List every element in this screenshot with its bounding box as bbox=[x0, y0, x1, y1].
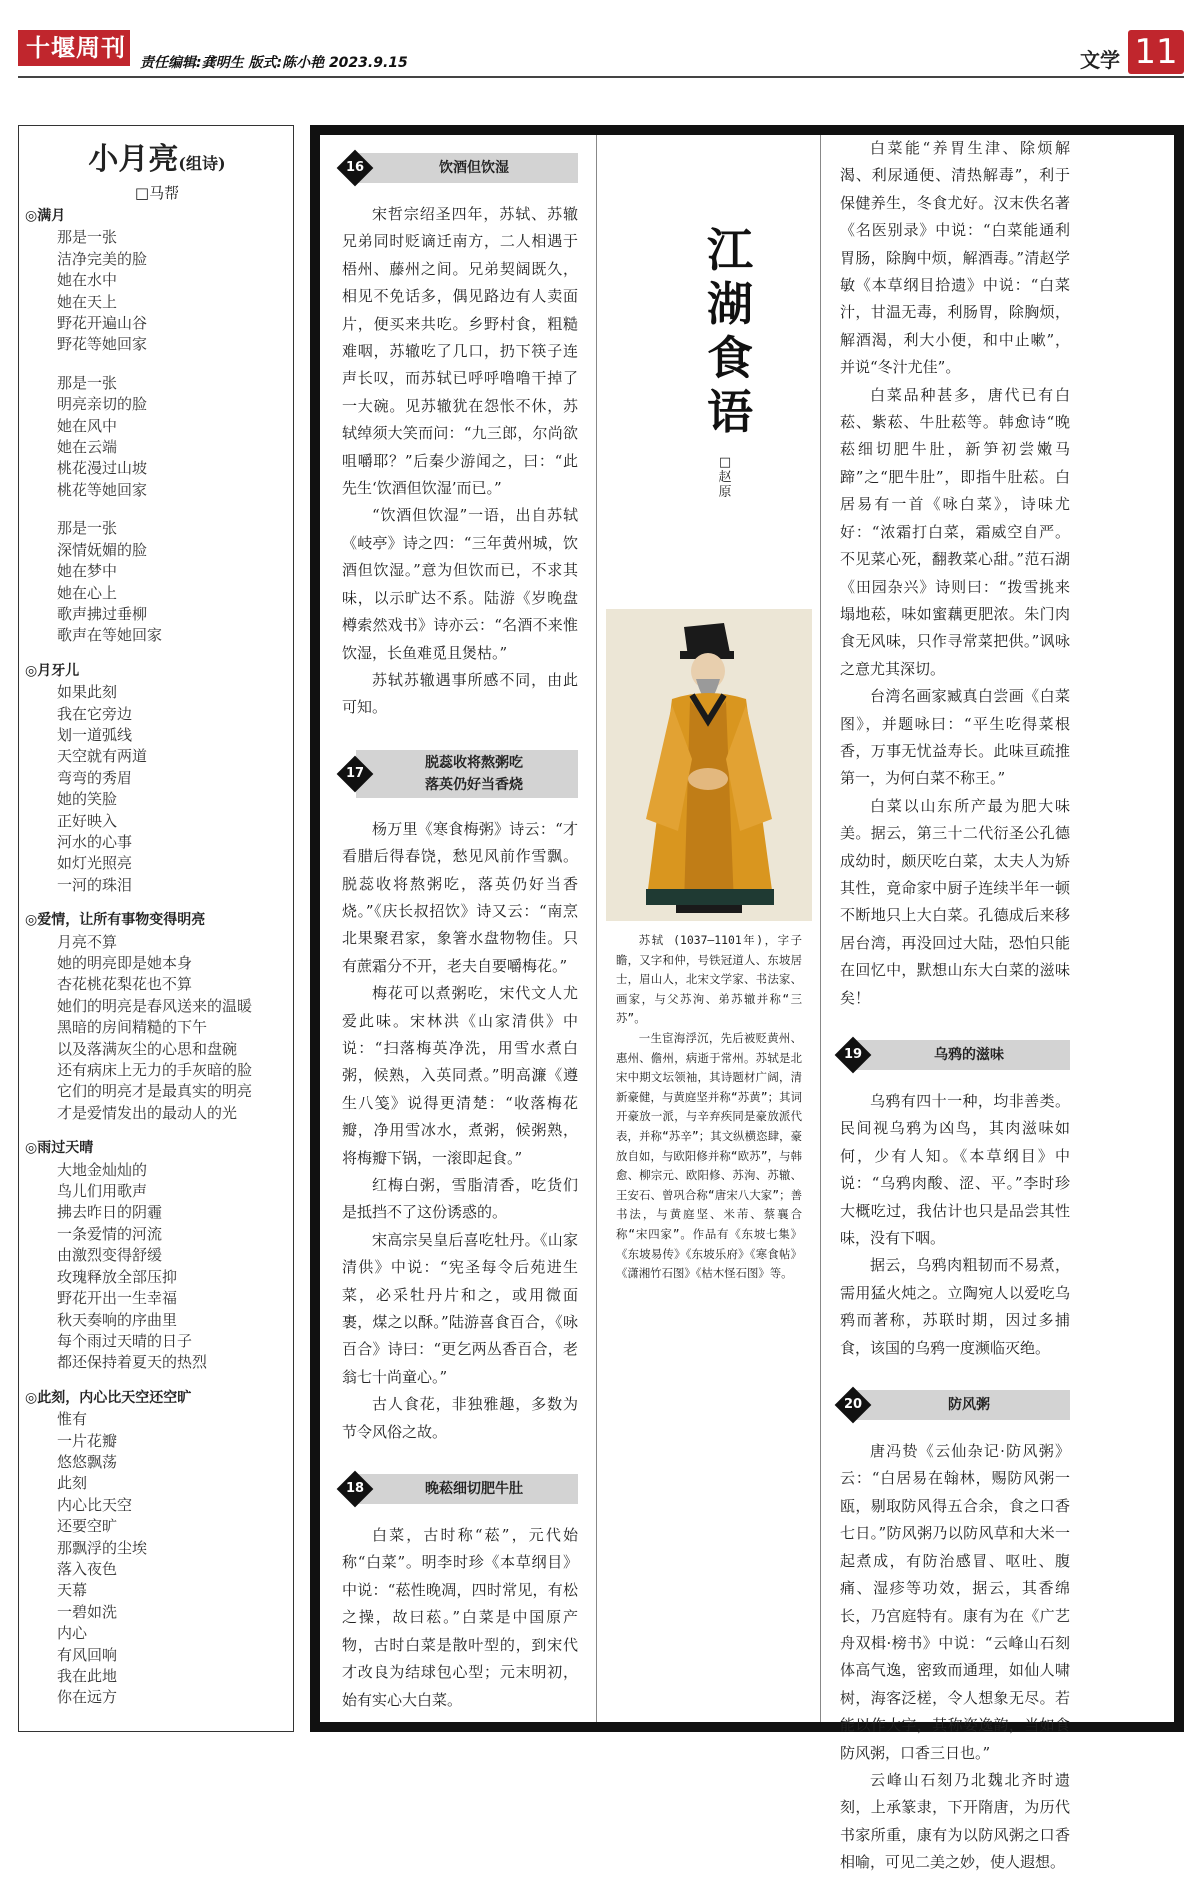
poem-line: 落入夜色 bbox=[57, 1559, 118, 1578]
poem-line: 那是一张 bbox=[57, 519, 118, 538]
poem-line: 弯弯的秀眉 bbox=[57, 768, 133, 787]
section-number-badge bbox=[337, 755, 374, 792]
poem-title bbox=[19, 134, 295, 178]
section-number-badge bbox=[835, 1387, 872, 1424]
poem-title-text: 小月亮 bbox=[88, 142, 179, 177]
masthead-logo-text: 十堰周刊 bbox=[26, 34, 126, 62]
spacer bbox=[342, 722, 578, 750]
article-paragraph: 白菜以山东所产最为肥大味美。据云，第三十二代衍圣公孔德成幼时，颇厌吃白菜，太夫人为矫其性，竟命家中厨子连续半年一顿不断地只上大白菜。孔德成后来移居台湾，再没回过大陆，恐怕只能在回忆中，默想山东大白菜的滋味矣！ bbox=[840, 796, 1070, 1007]
poem-line: 桃花等她回家 bbox=[57, 480, 148, 499]
poem-line: 正好映入 bbox=[57, 811, 118, 830]
spacer bbox=[840, 1362, 1070, 1390]
article-paragraph: 乌鸦有四十一种，均非善类。民间视乌鸦为凶鸟，其肉滋味如何，少有人知。《本草纲目》中说：“乌鸦肉酸、涩、平。”李时珍大概吃过，我估计也只是品尝其性味，没有下咽。 bbox=[840, 1092, 1070, 1248]
article-paragraph: 梅花可以煮粥吃，宋代文人尤爱此味。宋林洪《山家清供》中说：“扫落梅英净洗，用雪水煮白粥，候熟，入英同煮。”明高濂《遵生八笺》说得更清楚：“收落梅花瓣，净用雪冰水，煮粥，候粥熟，将梅瓣下锅，一滚即起食。” bbox=[342, 984, 578, 1167]
poem-line: 鸟儿们用歌声 bbox=[57, 1182, 148, 1201]
spacer bbox=[840, 1420, 1070, 1438]
poem-line: 它们的明亮才是最真实的明亮 bbox=[57, 1082, 253, 1101]
masthead-logo bbox=[18, 30, 130, 66]
poem-line: 河水的心事 bbox=[57, 832, 133, 851]
column-divider bbox=[596, 135, 597, 1722]
poem-line: 她在梦中 bbox=[57, 562, 118, 581]
poem-line: 歌声拂过垂柳 bbox=[57, 604, 148, 623]
su-shi-portrait bbox=[606, 609, 812, 921]
poem-line: 她在云端 bbox=[57, 438, 118, 457]
poem-line: 那是一张 bbox=[57, 228, 118, 247]
article-paragraph: 唐冯贽《云仙杂记·防风粥》云：“白居易在翰林，赐防风粥一瓯，剔取防风得五合余，食之口香七日。”防风粥乃以防风草和大米一起煮成，有防治感冒、呕吐、腹痛、湿疹等功效，据云，其香绵长，乃宫庭特有。康有为在《广艺舟双楫·榜书》中说：“云峰山石刻体高气逸，密致而通理，如仙人啸树，海客泛槎，令人想象无尽。若能以作大字，其称姿逸韵，当如食防风粥，口香三日也。” bbox=[840, 1442, 1070, 1762]
poem-line: 内心比天空 bbox=[57, 1495, 133, 1514]
poem-title-suffix: (组诗) bbox=[178, 154, 226, 173]
poem-line: 她的笑脸 bbox=[57, 790, 118, 809]
spacer bbox=[342, 183, 578, 201]
feature-title: 江湖食语 bbox=[707, 223, 753, 439]
poem-line: 秋天奏响的序曲里 bbox=[57, 1310, 178, 1329]
column-divider bbox=[820, 135, 821, 1722]
poem-line: 杏花桃花梨花也不算 bbox=[57, 975, 193, 994]
section-subhead bbox=[840, 1040, 1070, 1070]
poem-line: 你在远方 bbox=[57, 1688, 118, 1707]
section-subhead bbox=[342, 750, 578, 798]
spacer bbox=[342, 1504, 578, 1522]
article-paragraph: 红梅白粥，雪脂清香，吃货们是抵挡不了这份诱惑的。 bbox=[342, 1176, 578, 1222]
poem-line: 桃花漫过山坡 bbox=[57, 459, 148, 478]
poem-line: 她在水中 bbox=[57, 271, 118, 290]
poem-section-heading: ◎爱情，让所有事物变得明亮 bbox=[25, 912, 206, 929]
poem-line: 有风回响 bbox=[57, 1645, 118, 1664]
poem-line: 还要空旷 bbox=[57, 1517, 118, 1536]
poem-line: 天空就有两道 bbox=[57, 747, 148, 766]
poem-line: 她在风中 bbox=[57, 416, 118, 435]
section-subhead bbox=[342, 153, 578, 183]
poem-line: 惟有 bbox=[57, 1410, 88, 1429]
poem-line: 一片花瓣 bbox=[57, 1431, 118, 1450]
article-paragraph: 白菜，古时称“菘”，元代始称“白菜”。明李时珍《本草纲目》中说：“菘性晚凋，四时常见，有松之操，故曰菘。”白菜是中国原产物，古时白菜是散叶型的，到宋代才改良为结球包心型；元末明初，始有实心大白菜。 bbox=[342, 1526, 578, 1709]
spacer bbox=[840, 1070, 1070, 1088]
poem-line: 此刻 bbox=[57, 1474, 88, 1493]
article-paragraph: “饮酒但饮湿”一语，出自苏轼《岐亭》诗之四：“三年黄州城，饮酒但饮湿。”意为但饮而已，不求其味，以示旷达不系。陆游《岁晚盘樽索然戏书》诗亦云：“名酒不来惟饮湿，长鱼难觅且煲枯。” bbox=[342, 506, 578, 662]
section-heading: 乌鸦的滋味 bbox=[934, 1047, 1004, 1063]
article-paragraph: 宋哲宗绍圣四年，苏轼、苏辙兄弟同时贬谪迁南方，二人相遇于梧州、藤州之间。兄弟契阔既久，相见不免话多，偶见路边有人卖面片，便买来共吃。乡野村食，粗糙难咽，苏辙吃了几口，扔下筷子连声长叹，而苏轼已呼呼噜噜干掉了一大碗。见苏辙犹在怨怅不休，苏轼绰须大笑而问：“九三郎，尔尚欲咀嚼耶？”后秦少游闻之，曰：“此先生‘饮酒但饮湿’而已。” bbox=[342, 205, 578, 498]
stanza-gap bbox=[25, 356, 289, 373]
poem-body bbox=[25, 206, 289, 1709]
article-paragraph: 白菜能“养胃生津、除烦解渴、利尿通便、清热解毒”，利于保健养生，冬食尤好。汉末佚名著《名医别录》中说：“白菜能通利胃肠，除胸中烦，解酒毒。”清赵学敏《本草纲目拾遗》中说：“白菜汁，甘温无毒，利肠胃，除胸烦，解酒渴，利大小便，和中止嗽”，并说“冬汁尤佳”。 bbox=[840, 139, 1070, 377]
article-paragraph: 古人食花，非独雅趣，多数为节令风俗之故。 bbox=[342, 1395, 578, 1441]
poem-line: 才是爱情发出的最动人的光 bbox=[57, 1103, 238, 1122]
article-paragraph: 据云，乌鸦肉粗韧而不易煮，需用猛火炖之。立陶宛人以爱吃乌鸦而著称，苏联时期，因过多捕食，该国的乌鸦一度濒临灭绝。 bbox=[840, 1256, 1070, 1357]
spacer bbox=[342, 1446, 578, 1474]
poem-author: □马帮 bbox=[134, 184, 180, 202]
section-heading: 晚菘细切肥牛肚 bbox=[425, 1481, 523, 1498]
page-number-badge: 11 bbox=[1128, 30, 1184, 74]
article-paragraph: 云峰山石刻乃北魏北齐时遗刻，上承篆隶，下开隋唐，为历代书家所重，康有为以防风粥之口香相喻，可见二美之妙，使人遐想。 bbox=[840, 1770, 1070, 1872]
poem-line: 她在心上 bbox=[57, 583, 118, 602]
poem-line: 我在它旁边 bbox=[57, 704, 133, 723]
poem-line: 每个雨过天晴的日子 bbox=[57, 1331, 193, 1350]
section-number-badge bbox=[337, 150, 374, 187]
poem-line: 那飘浮的尘埃 bbox=[57, 1538, 148, 1557]
section-number: 16 bbox=[345, 160, 365, 175]
poem-line: 一碧如洗 bbox=[57, 1602, 118, 1621]
poem-line: 野花开出一生幸福 bbox=[57, 1289, 178, 1308]
poem-line: 划一道弧线 bbox=[57, 725, 133, 744]
poem-line: 还有病床上无力的手灰暗的脸 bbox=[57, 1061, 253, 1080]
poem-line: 她们的明亮是春风送来的温暖 bbox=[57, 996, 253, 1015]
spacer bbox=[840, 1012, 1070, 1040]
caption-paragraph: 苏轼 (1037—1101年)，字子瞻，又字和仲，号铁冠道人、东坡居士，眉山人，北宋文学家、书法家、画家，与父苏洵、弟苏辙并称“三苏”。 bbox=[616, 933, 802, 1026]
section-heading: 脱蕊收将熬粥吃 落英仍好当香烧 bbox=[425, 754, 523, 793]
poem-section-heading: ◎月牙儿 bbox=[25, 662, 80, 679]
poem-line: 如果此刻 bbox=[57, 683, 118, 702]
portrait-caption bbox=[616, 931, 802, 1284]
feature-frame bbox=[310, 125, 1184, 1872]
poem-line: 洁净完美的脸 bbox=[57, 249, 148, 268]
editor-meta: 责任编辑:龚明生 版式:陈小艳 2023.9.15 bbox=[140, 55, 408, 71]
section-heading: 饮酒但饮湿 bbox=[439, 160, 509, 176]
poem-section-heading: ◎雨过天晴 bbox=[25, 1140, 94, 1157]
section-heading: 防风粥 bbox=[948, 1397, 990, 1414]
poem-line: 那是一张 bbox=[57, 373, 118, 392]
poem-section-heading: ◎此刻，内心比天空还空旷 bbox=[25, 1389, 192, 1406]
section-number-badge bbox=[835, 1037, 872, 1074]
poem-line: 野花等她回家 bbox=[57, 335, 148, 354]
poem-line: 由激烈变得舒缓 bbox=[57, 1246, 163, 1265]
poem-line: 一河的珠泪 bbox=[57, 875, 133, 894]
poem-line: 明亮亲切的脸 bbox=[57, 395, 148, 414]
poem-line: 野花开遍山谷 bbox=[57, 314, 148, 333]
poem-line: 内心 bbox=[57, 1624, 88, 1643]
section-label: 文学 bbox=[1080, 48, 1120, 72]
poem-section-heading: ◎满月 bbox=[25, 208, 66, 224]
poem-line: 拂去昨日的阴霾 bbox=[57, 1203, 163, 1222]
poem-line: 悠悠飘荡 bbox=[57, 1452, 118, 1471]
poem-line: 一条爱情的河流 bbox=[57, 1224, 163, 1243]
feature-byline: □赵原 bbox=[718, 455, 732, 500]
poem-box bbox=[18, 125, 294, 1732]
section-number: 19 bbox=[843, 1047, 863, 1062]
poem-line: 深情妩媚的脸 bbox=[57, 540, 148, 559]
poem-line: 以及落满灰尘的心思和盘碗 bbox=[57, 1039, 238, 1058]
spacer bbox=[342, 798, 578, 816]
poem-line: 大地金灿灿的 bbox=[57, 1160, 148, 1179]
section-number: 17 bbox=[345, 765, 365, 781]
section-number-badge bbox=[337, 1471, 374, 1508]
article-column-3 bbox=[840, 135, 1070, 1877]
poem-line: 玫瑰释放全部压抑 bbox=[57, 1267, 178, 1286]
poem-line: 月亮不算 bbox=[57, 932, 118, 951]
article-column-1 bbox=[342, 153, 578, 1714]
portrait-illustration bbox=[606, 609, 812, 921]
header-rule bbox=[18, 76, 1184, 78]
article-paragraph: 白菜品种甚多，唐代已有白菘、紫菘、牛肚菘等。韩愈诗“晚菘细切肥牛肚，新笋初尝嫩马蹄”之“肥牛肚”，即指牛肚菘。白居易有一首《咏白菜》，诗味尤好：“浓霜打白菜，霜威空自严。不见菜心死，翻教菜心甜。”范石湖《田园杂兴》诗则曰：“拨雪挑来塌地菘，味如蜜藕更肥浓。朱门肉食无风味，只作寻常菜把供。”讽咏之意尤其深切。 bbox=[840, 385, 1070, 678]
article-paragraph: 杨万里《寒食梅粥》诗云：“才看腊后得春饶，愁见风前作雪飘。脱蕊收将熬粥吃，落英仍好当香烧。”《庆长叔招饮》诗又云：“南烹北果聚君家，象箸水盘物物佳。只有蔗霜分不开，老夫自要嚼梅花。” bbox=[342, 819, 578, 975]
section-number: 18 bbox=[345, 1481, 365, 1497]
article-paragraph: 台湾名画家臧真白尝画《白菜图》，并题咏曰：“平生吃得菜根香，万事无忧益寿长。此味亘疏推第一，为何白菜不称王。” bbox=[840, 687, 1070, 788]
caption-paragraph: 一生宦海浮沉，先后被贬黄州、惠州、儋州，病逝于常州。苏轼是北宋中期文坛领袖，其诗题材广阔，清新豪健，与黄庭坚并称“苏黄”；其词开豪放一派，与辛弃疾同是豪放派代表，并称“苏辛”；其文纵横恣肆，豪放自如，与欧阳修并称“欧苏”，与韩愈、柳宗元、欧阳修、苏洵、苏辙、王安石、曾巩合称“唐宋八大家”；善书法，与黄庭坚、米芾、蔡襄合称“宋四家”。作品有《东坡七集》《东坡易传》《东坡乐府》《寒食帖》《潇湘竹石图》《枯木怪石图》等。 bbox=[616, 1030, 802, 1281]
poem-line: 歌声在等她回家 bbox=[57, 626, 163, 645]
section-subhead bbox=[840, 1390, 1070, 1420]
poem-line: 都还保持着夏天的热烈 bbox=[57, 1353, 208, 1372]
section-number: 20 bbox=[843, 1397, 863, 1413]
stanza-gap bbox=[25, 501, 289, 518]
poem-line: 她在天上 bbox=[57, 292, 118, 311]
article-paragraph: 宋高宗吴皇后喜吃牡丹。《山家清供》中说：“宪圣每令后苑进生菜，必采牡丹片和之，或用微面裹，煤之以酥。”陆游喜食百合，《咏百合》诗曰：“更乞两丛香百合，老翁七十尚童心。” bbox=[342, 1230, 578, 1386]
section-subhead bbox=[342, 1474, 578, 1504]
poem-line: 天幕 bbox=[57, 1581, 88, 1600]
poem-line: 黑暗的房间精糙的下午 bbox=[57, 1018, 208, 1037]
poem-line: 我在此地 bbox=[57, 1667, 118, 1685]
poem-line: 如灯光照亮 bbox=[57, 854, 133, 873]
poem-line: 她的明亮即是她本身 bbox=[57, 954, 193, 972]
article-paragraph: 苏轼苏辙遇事所感不同，由此可知。 bbox=[342, 670, 578, 717]
